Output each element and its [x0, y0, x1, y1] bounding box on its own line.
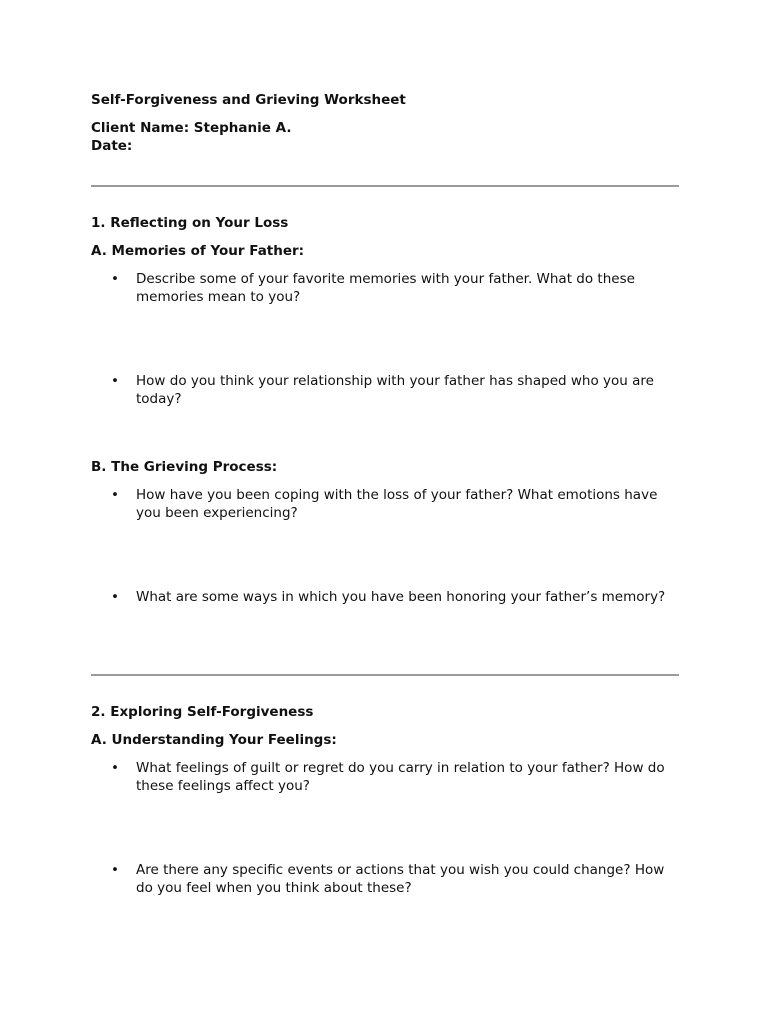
- client-name: Client Name: Stephanie A.: [91, 120, 292, 136]
- section-exploring-self-forgiveness: [91, 703, 679, 897]
- question-text: Describe some of your favorite memories with your father. What do these memories mean to you?: [136, 271, 635, 305]
- question-list: [91, 270, 679, 408]
- worksheet-title: Self-Forgiveness and Grieving Worksheet: [91, 92, 406, 108]
- worksheet-page: [91, 91, 679, 897]
- bullet-icon: •: [111, 271, 119, 287]
- section-divider: [91, 674, 679, 676]
- question-text: How have you been coping with the loss of your father? What emotions have you been experiencing?: [136, 487, 658, 521]
- client-info: [91, 119, 679, 155]
- section-divider: [91, 185, 679, 187]
- bullet-icon: •: [111, 373, 119, 389]
- question-text: What are some ways in which you have been honoring your father’s memory?: [136, 589, 666, 605]
- question-item: [91, 861, 679, 897]
- section-title: 2. Exploring Self-Forgiveness: [91, 704, 314, 720]
- subsection-memories: [91, 242, 679, 408]
- question-item: [91, 270, 679, 306]
- question-item: [91, 372, 679, 408]
- subsection-title: A. Memories of Your Father:: [91, 243, 305, 259]
- section-reflecting-on-loss: [91, 214, 679, 606]
- question-text: Are there any specific events or actions that you wish you could change? How do you feel when you think about these?: [136, 862, 665, 896]
- subsection-title: A. Understanding Your Feelings:: [91, 732, 337, 748]
- date-label: Date:: [91, 138, 133, 154]
- subsection-understanding-feelings: [91, 731, 679, 897]
- bullet-icon: •: [111, 589, 119, 605]
- subsection-title: B. The Grieving Process:: [91, 459, 278, 475]
- question-text: What feelings of guilt or regret do you carry in relation to your father? How do these feelings affect you?: [136, 760, 665, 794]
- question-text: How do you think your relationship with your father has shaped who you are today?: [136, 373, 654, 407]
- question-item: [91, 759, 679, 795]
- bullet-icon: •: [111, 862, 119, 878]
- subsection-grieving-process: [91, 458, 679, 606]
- question-item: [91, 588, 679, 606]
- question-item: [91, 486, 679, 522]
- question-list: [91, 759, 679, 897]
- bullet-icon: •: [111, 487, 119, 503]
- section-title: 1. Reflecting on Your Loss: [91, 215, 289, 231]
- question-list: [91, 486, 679, 606]
- bullet-icon: •: [111, 760, 119, 776]
